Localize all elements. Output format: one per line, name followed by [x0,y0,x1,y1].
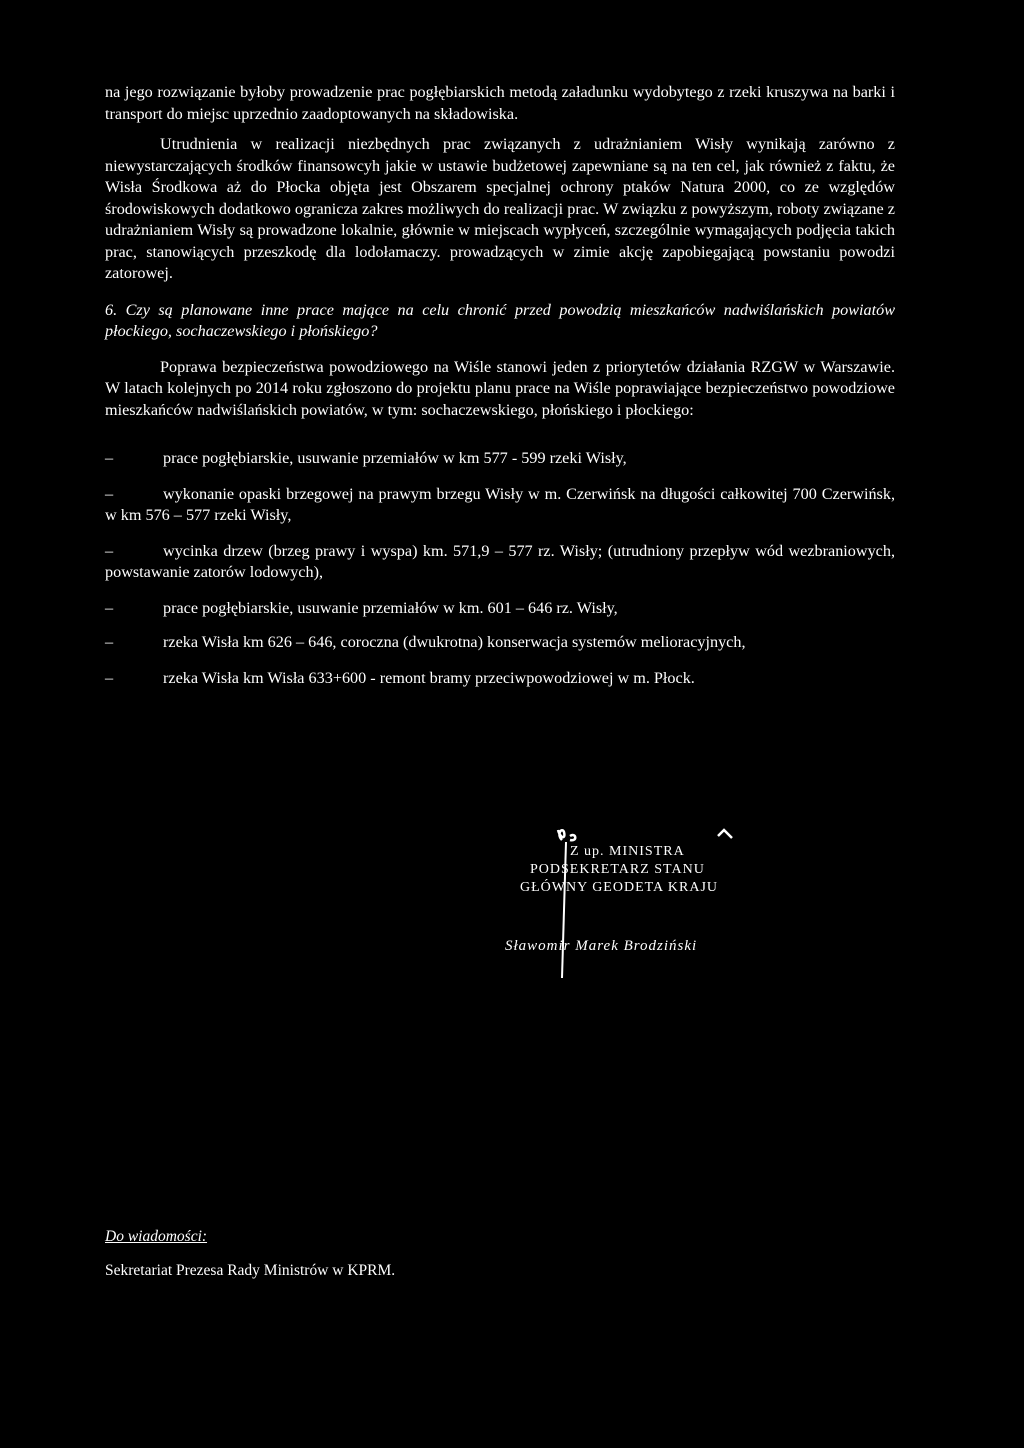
list-item-text: wykonanie opaski brzegowej na prawym brzegu Wisły w m. Czerwińsk na długości całkowitej 700 Czerwińsk, w km 576 – 577 rzeki Wisły, [105,484,895,524]
dash-marker: – [105,633,114,651]
dash-marker: – [105,541,114,560]
paragraph-continuation: na jego rozwiązanie byłoby prowadzenie prac pogłębiarskich metodą załadunku wydobytego z rzeki kruszywa na barki i transport do miejsc uprzednio zaadoptowanych na składowiska. [105,83,895,123]
stamp-line: Z up. MINISTRA [570,844,685,859]
dash-marker: – [105,668,114,687]
list-item-text: rzeka Wisła km 626 – 646, coroczna (dwukrotna) konserwacja systemów melioracyjnych, [163,633,746,651]
dash-marker: – [105,598,114,617]
list-item [105,484,895,527]
official-stamp [500,828,800,978]
dash-marker: – [105,484,114,503]
list-item-text: prace pogłębiarskie, usuwanie przemiałów w km. 601 – 646 rz. Wisły, [163,598,618,617]
cc-heading: Do wiadomości: [105,1228,208,1245]
stamp-line: GŁÓWNY GEODETA KRAJU [520,880,719,895]
list-item [105,668,895,690]
cc-recipient: Sekretariat Prezesa Rady Ministrów w KPRM. [105,1262,396,1279]
list-item-text: prace pogłębiarskie, usuwanie przemiałów w km 577 - 599 rzeki Wisły, [163,449,627,467]
list-item-text: rzeka Wisła km Wisła 633+600 - remont bramy przeciwpowodziowej w m. Płock. [163,668,695,687]
list-item [105,448,895,470]
paragraph-answer: Poprawa bezpieczeństwa powodziowego na Wiśle stanowi jeden z priorytetów działania RZGW w Warszawie. W latach kolejnych po 2014 roku zgłoszono do projektu planu prace na Wiśle poprawiające bezpieczeństwo powodziowe mieszkańców nadwiślańskich powiatów, w tym: sochaczewskiego, płońskiego i płockiego: [105,357,895,419]
dash-marker: – [105,449,114,467]
list-item [105,632,895,654]
list-item-text: wycinka drzew (brzeg prawy i wyspa) km. 571,9 – 577 rz. Wisły; (utrudniony przepływ wód wezbraniowych, powstawanie zatorów lodowych), [105,541,895,581]
question-6: 6. Czy są planowane inne prace mające na celu chronić przed powodzią mieszkańców nadwiślańskich powiatów płockiego, sochaczewskiego i płońskiego? [105,300,895,340]
list-item [105,598,895,620]
signatory-name: Sławomir Marek Brodziński [505,938,698,954]
document-body [105,82,895,689]
paragraph-difficulties: Utrudnienia w realizacji niezbędnych prac związanych z udrażnianiem Wisły wynikają zarówno z niewystarczających środków finansowcyh jakie w ustawie budżetowej zapewniane są na ten cel, jak również z faktu, że Wisła Środkowa aż do Płocka objęta jest Obszarem specjalnej ochrony ptaków Natura 2000, co ze względów środowiskowych dodatkowo ogranicza zakres możliwych do realizacji prac. W związku z powyższym, roboty związane z udrażnianiem Wisły są prowadzone lokalnie, głównie w miejscach wypłyceń, szczególnie wymagających podjęcia takich prac, stanowiących przeszkodę dla lodołamaczy. prowadzących w zimie akcję zapobiegającą powstaniu powodzi zatorowej. [105,135,895,282]
stamp-line: PODSEKRETARZ STANU [530,862,705,877]
list-item [105,541,895,584]
